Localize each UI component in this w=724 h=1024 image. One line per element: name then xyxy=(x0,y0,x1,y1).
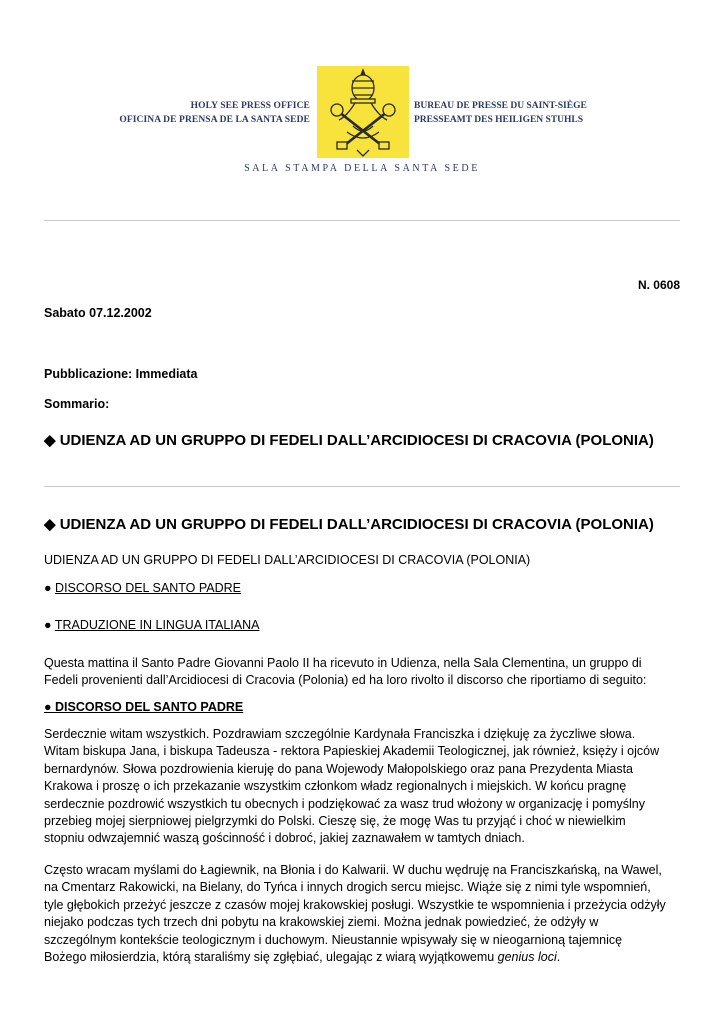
section-heading-discorso: ● DISCORSO DEL SANTO PADRE xyxy=(44,700,244,714)
header-left-line2: OFICINA DE PRENSA DE LA SANTA SEDE xyxy=(119,115,310,125)
emblem-drawing xyxy=(317,66,409,158)
header-right-line1: BUREAU DE PRESSE DU SAINT-SIÈGE xyxy=(414,101,587,111)
bullet-icon: ● xyxy=(44,618,52,632)
header-left-titles xyxy=(119,99,310,127)
paragraph-line-last xyxy=(44,949,686,966)
paragraph-line: Serdecznie witam wszystkich. Pozdrawiam szczególnie Kardynała Franciszka i dziękuję za życzliwe słowa. xyxy=(44,727,636,741)
bulletin-date: Sabato 07.12.2002 xyxy=(44,306,152,320)
header-left-line1: HOLY SEE PRESS OFFICE xyxy=(190,101,310,111)
paragraph-line: Często wracam myślami do Łagiewnik, na Błonia i do Kalwarii. W duchu wędruję na Franciszkańską, na Wawel, xyxy=(44,863,662,877)
header-right-titles xyxy=(414,99,587,127)
paragraph-1 xyxy=(44,726,686,848)
paragraph-line: bernardynów. Słowa pozdrowienia kieruję do pana Wojewody Małopolskiego oraz pana Prezydenta Miasta xyxy=(44,761,634,776)
summary-divider xyxy=(44,486,680,487)
paragraph-line: Krakowa i proszę o ich przekazanie wszystkim członkom władz regionalnych i miejskich. W końcu pragnę xyxy=(44,779,627,794)
press-office-header xyxy=(0,0,724,200)
paragraph-line: przebieg mojej sierpniowej pielgrzymki do Polski. Cieszę się, że mogę Was tu przyjąć i choć w niewielkim xyxy=(44,814,626,829)
genius-loci-italic: genius loci xyxy=(497,950,557,965)
publication-status: Pubblicazione: Immediata xyxy=(44,367,198,381)
bulletin-number: N. 0608 xyxy=(637,278,680,292)
paragraph-line: stopniu odwzajemnić waszą gościnność i dobroć, jakiej zaznawałem w tamtych dniach. xyxy=(44,831,525,846)
paragraph-line: szczególnym kontekście teologicznym i duchowym. Nieustannie wpisywały się w nieogarnioną tajemnicę xyxy=(44,932,623,947)
paragraph-line: na Cmentarz Rakowicki, na Bielany, do Tyńca i innych drogich sercu miejsc. Wiąże się z nimi tyle wspomnień, xyxy=(44,880,651,895)
traduzione-link[interactable]: TRADUZIONE IN LINGUA ITALIANA xyxy=(54,618,260,632)
bullet-icon: ● xyxy=(44,581,52,595)
link-discorso-row xyxy=(44,581,241,595)
article-title: ◆ UDIENZA AD UN GRUPPO DI FEDELI DALL’ARCIDIOCESI DI CRACOVIA (POLONIA) xyxy=(44,516,654,533)
discorso-link[interactable]: DISCORSO DEL SANTO PADRE xyxy=(55,581,241,595)
intro-paragraph xyxy=(44,655,686,690)
paragraph-line: Witam biskupa Jana, i biskupa Tadeusza - rektora Papieskiej Akademii Teologicznej, jak również, księży i ojców xyxy=(44,744,660,759)
paragraph-line: tyle głębokich przeżyć jeszcze z czasów mojej krakowskiej posługi. Wszystkie te wspomnienia i przeżycia odżyły xyxy=(44,897,666,912)
summary-label: Sommario: xyxy=(44,397,110,411)
article-subtitle: UDIENZA AD UN GRUPPO DI FEDELI DALL’ARCIDIOCESI DI CRACOVIA (POLONIA) xyxy=(44,553,531,567)
papal-keys-emblem-icon xyxy=(317,66,409,158)
sala-stampa-title: SALA STAMPA DELLA SANTA SEDE xyxy=(244,163,480,174)
link-traduzione-row xyxy=(44,618,259,632)
summary-item-link[interactable]: ◆ UDIENZA AD UN GRUPPO DI FEDELI DALL’ARCIDIOCESI DI CRACOVIA (POLONIA) xyxy=(44,432,654,449)
intro-line: Fedeli provenienti dall’Arcidiocesi di Cracovia (Polonia) ed ha loro rivolto il discorso che riportiamo di seguito: xyxy=(44,673,647,688)
paragraph-line: niejako podczas tych trzech dni pobytu na krakowskiej ziemi. Można jednak powiedzieć, że odżyły w xyxy=(44,915,599,930)
paragraph-line: serdecznie pozdrowić wszystkich tu obecnych i podziękować za wasz trud włożony w organizację i pomyślny xyxy=(44,796,645,811)
header-divider xyxy=(44,220,680,221)
paragraph-text: Bożego miłosierdzia, którą staraliśmy się zgłębiać, ulegając z wiarą wyjątkowemu xyxy=(44,950,498,965)
paragraph-text: . xyxy=(556,950,561,965)
header-right-line2: PRESSEAMT DES HEILIGEN STUHLS xyxy=(414,115,584,125)
paragraph-2 xyxy=(44,862,686,966)
intro-line: Questa mattina il Santo Padre Giovanni Paolo II ha ricevuto in Udienza, nella Sala Clementina, un gruppo di xyxy=(44,656,642,670)
